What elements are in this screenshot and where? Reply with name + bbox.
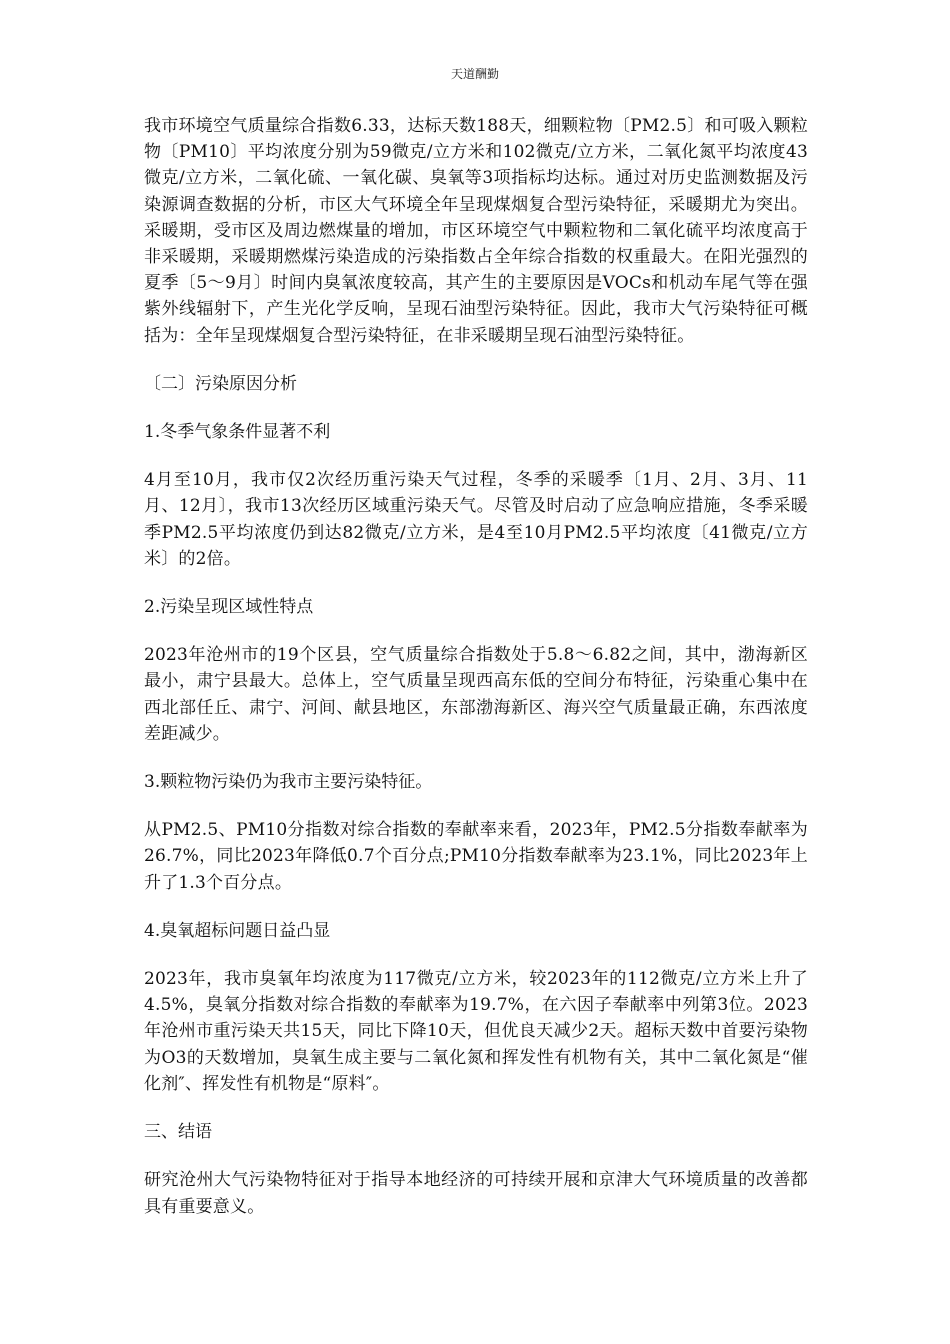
section-heading-pollution-causes: 〔二〕污染原因分析 xyxy=(144,373,297,394)
subheading-ozone-issue: 4.臭氧超标问题日益凸显 xyxy=(144,920,331,941)
paragraph-conclusion: 研究沧州大气污染物特征对于指导本地经济的可持续开展和京津大气环境质量的改善都具有重要意义。 xyxy=(144,1170,808,1217)
paragraph-particulate-pollution: 从PM2.5、PM10分指数对综合指数的奉献率来看，2023年，PM2.5分指数奉献率为26.7%，同比2023年降低0.7个百分点;PM10分指数奉献率为23.1%，同比2023年上升了1.3个百分点。 xyxy=(144,820,808,893)
subheading-regional-characteristics: 2.污染呈现区域性特点 xyxy=(144,597,314,618)
subheading-winter-weather: 1.冬季气象条件显著不利 xyxy=(144,422,331,443)
section-heading-conclusion: 三、结语 xyxy=(144,1122,212,1143)
page-header: 天道酬勤 xyxy=(450,67,499,81)
document-body xyxy=(144,113,808,1242)
subheading-particulate-pollution: 3.颗粒物污染仍为我市主要污染特征。 xyxy=(144,772,433,793)
paragraph-air-quality-summary: 我市环境空气质量综合指数6.33，达标天数188天，细颗粒物〔PM2.5〕和可吸入颗粒物〔PM10〕平均浓度分别为59微克/立方米和102微克/立方米，二氧化氮平均浓度43微克/立方米，二氧化硫、一氧化碳、臭氧等3项指标均达标。通过对历史监测数据及污染源调查数据的分析，市区大气环境全年呈现煤烟复合型污染特征，采暖期尤为突出。采暖期，受市区及周边燃煤量的增加，市区环境空气中颗粒物和二氧化硫平均浓度高于非采暖期，采暖期燃煤污染造成的污染指数占全年综合指数的权重最大。在阳光强烈的夏季〔5～9月〕时间内臭氧浓度较高，其产生的主要原因是VOCs和机动车尾气等在强紫外线辐射下，产生光化学反响，呈现石油型污染特征。因此，我市大气污染特征可概括为：全年呈现煤烟复合型污染特征，在非采暖期呈现石油型污染特征。 xyxy=(144,116,808,346)
paragraph-ozone-issue: 2023年，我市臭氧年均浓度为117微克/立方米，较2023年的112微克/立方米上升了4.5%，臭氧分指数对综合指数的奉献率为19.7%，在六因子奉献率中列第3位。2023年沧州市重污染天共15天，同比下降10天，但优良天减少2天。超标天数中首要污染物为O3的天数增加，臭氧生成主要与二氧化氮和挥发性有机物有关，其中二氧化氮是“催化剂″、挥发性有机物是“原料″。 xyxy=(144,969,808,1094)
paragraph-regional-characteristics: 2023年沧州市的19个区县，空气质量综合指数处于5.8～6.82之间，其中，渤海新区最小，肃宁县最大。总体上，空气质量呈现西高东低的空间分布特征，污染重心集中在西北部任丘、肃宁、河间、献县地区，东部渤海新区、海兴空气质量最正确，东西浓度差距减少。 xyxy=(144,645,808,744)
paragraph-winter-weather: 4月至10月，我市仅2次经历重污染天气过程，冬季的采暖季〔1月、2月、3月、11月、12月〕，我市13次经历区域重污染天气。尽管及时启动了应急响应措施，冬季采暖季PM2.5平均浓度仍到达82微克/立方米，是4至10月PM2.5平均浓度〔41微克/立方米〕的2倍。 xyxy=(144,470,808,569)
